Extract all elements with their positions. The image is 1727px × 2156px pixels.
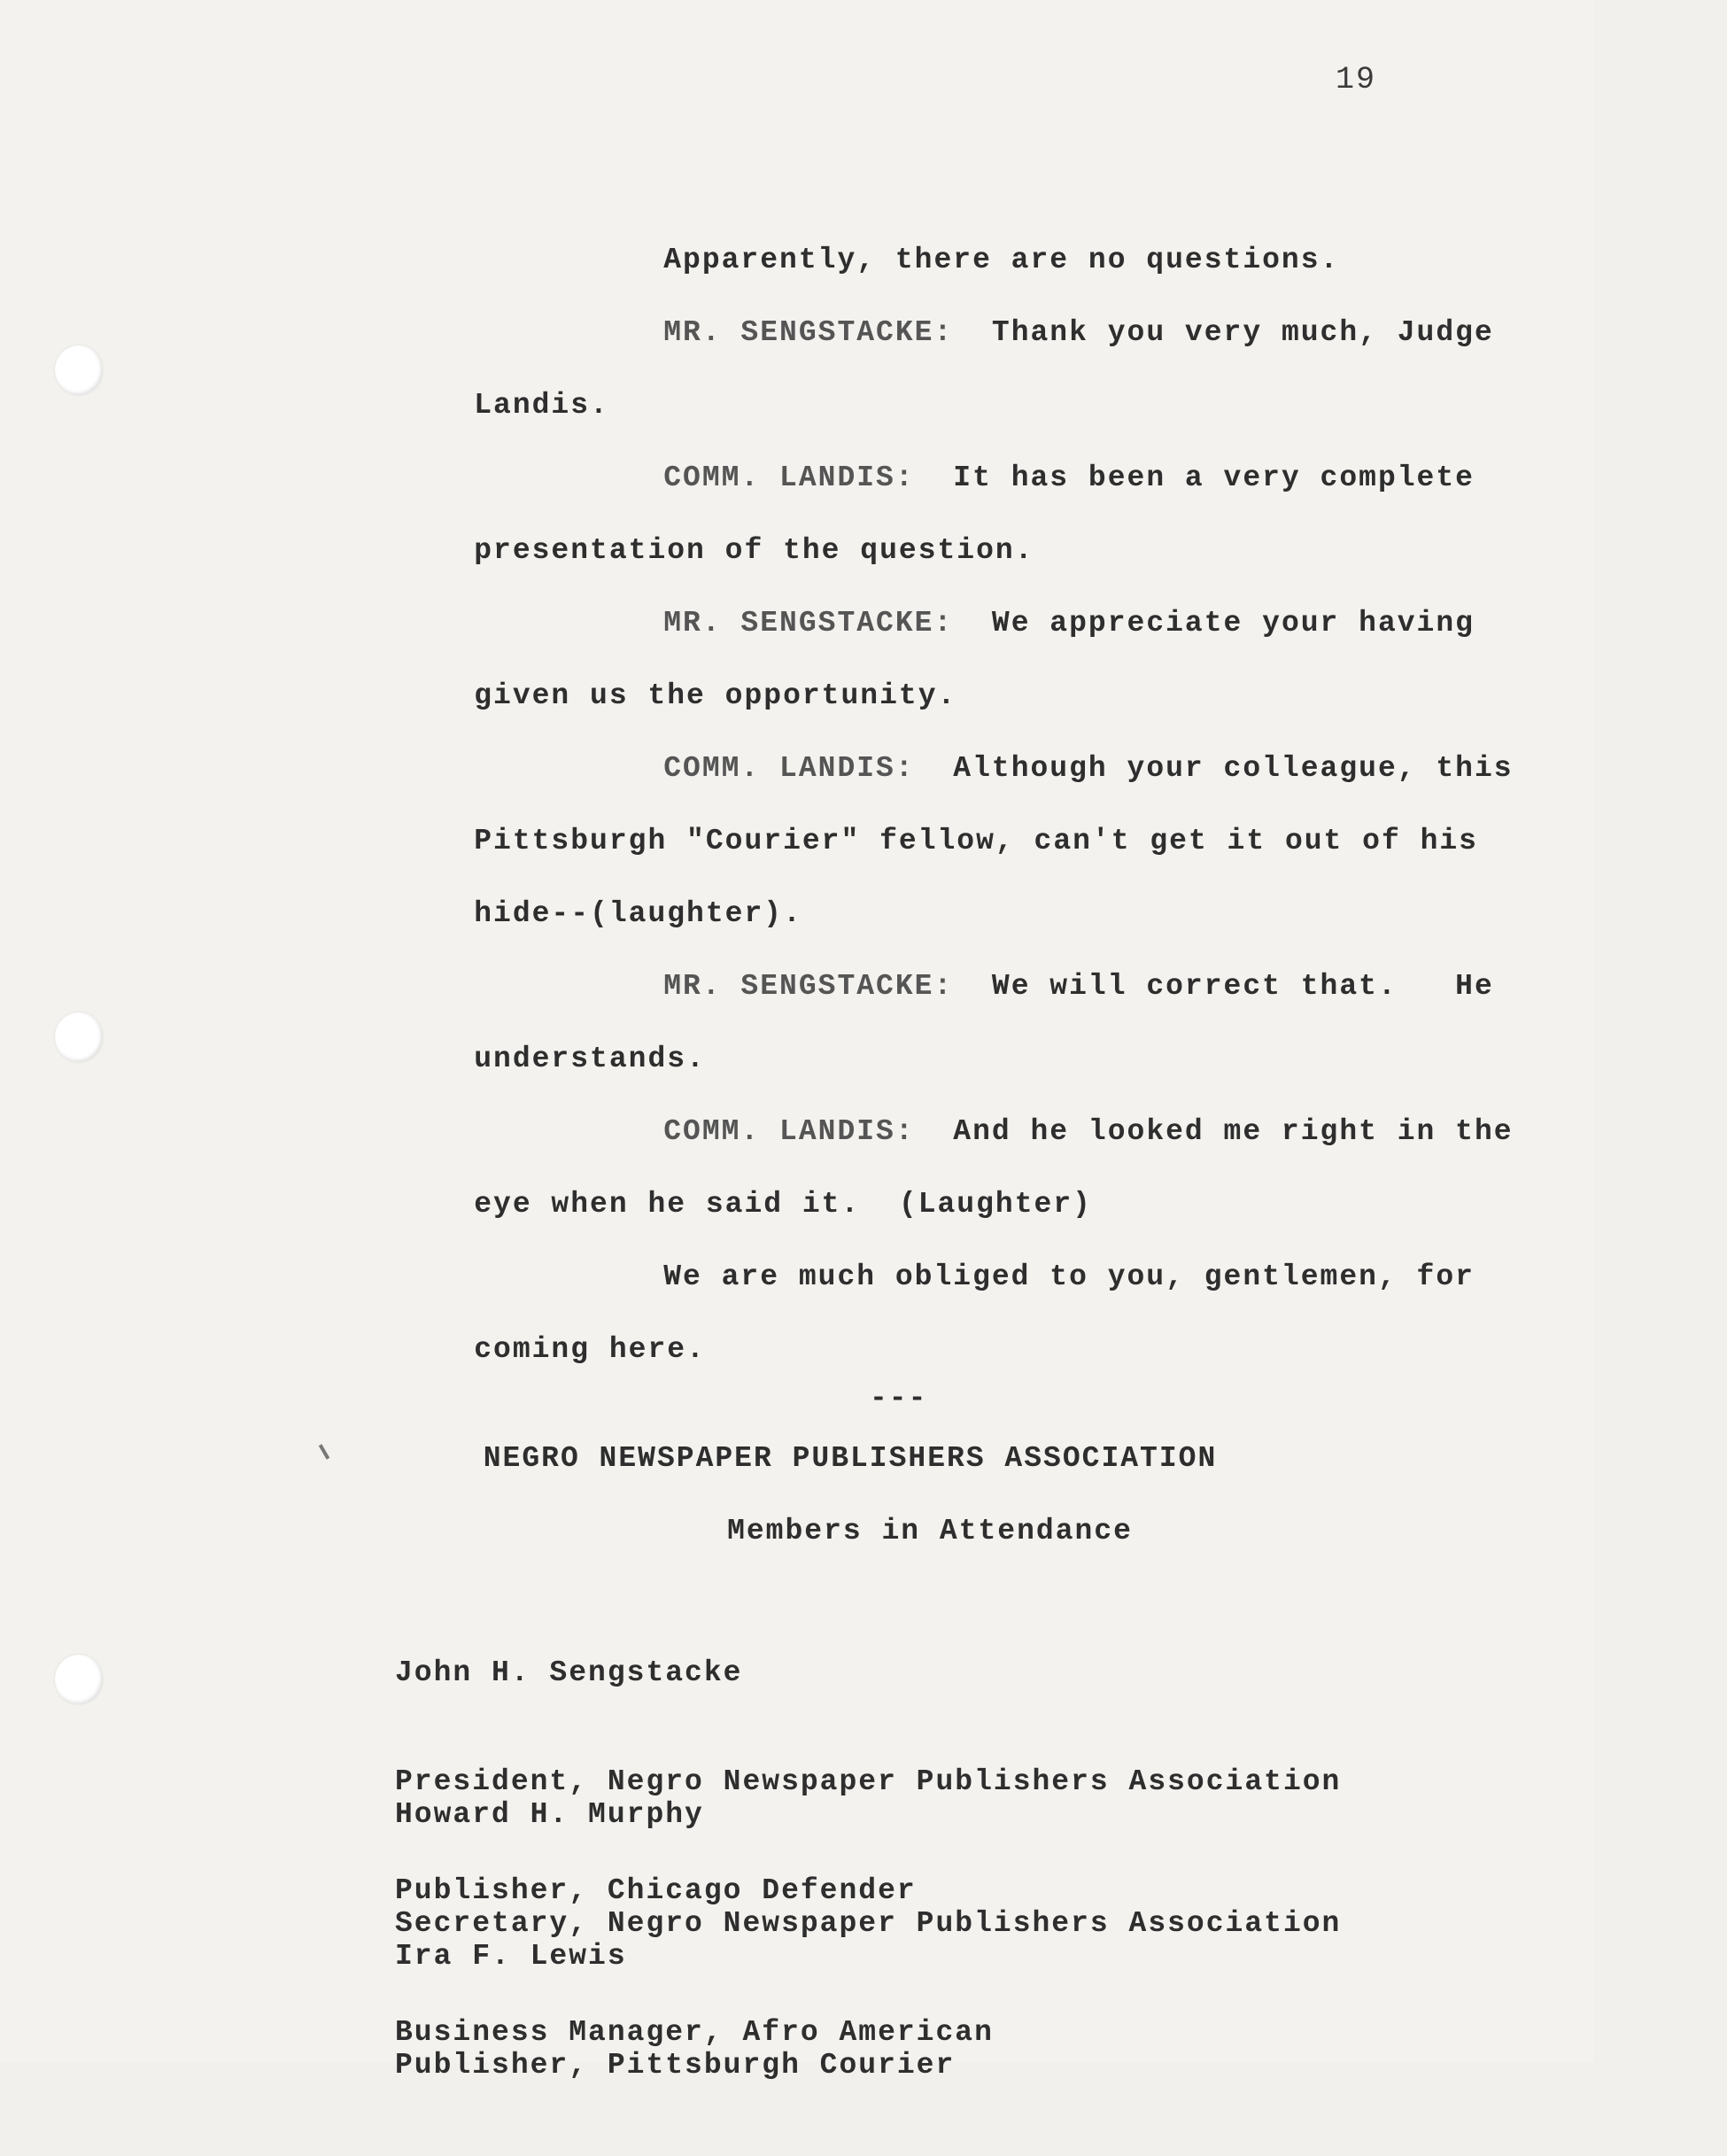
member-role: Publisher, Chicago Defender (395, 1874, 917, 1907)
member-name: John H. Sengstacke (395, 1656, 743, 1689)
dialogue-text: Although your colleague, this (953, 752, 1514, 785)
member-role: Publisher, Pittsburgh Courier (395, 2049, 956, 2082)
dialogue-line (586, 942, 1494, 1030)
member-name: Howard H. Murphy (395, 1798, 704, 1831)
punch-hole (55, 345, 103, 395)
dialogue-line (586, 1233, 1475, 1321)
members-heading: Members in Attendance (727, 1515, 1133, 1547)
dialogue-text: eye when he said it. (Laughter) (474, 1188, 1092, 1221)
dialogue-line (586, 289, 1494, 376)
page-number: 19 (1336, 62, 1377, 97)
dialogue-text: Landis. (474, 389, 609, 422)
speaker-label: MR. SENGSTACKE: (663, 316, 954, 349)
dialogue-line (397, 1306, 706, 1393)
dialogue-line (397, 361, 609, 449)
dialogue-text: Thank you very much, Judge (991, 316, 1494, 349)
dialogue-text: We appreciate your having (991, 607, 1475, 640)
member-entry (395, 1865, 955, 2156)
dialogue-text: Pittsburgh "Courier" fellow, can't get it out of his (474, 825, 1478, 857)
dialogue-text: We will correct that. He (991, 970, 1494, 1003)
punch-hole (55, 1012, 103, 1062)
dialogue-text: And he looked me right in the (953, 1115, 1514, 1148)
dialogue-text: given us the opportunity. (474, 679, 957, 712)
association-title: NEGRO NEWSPAPER PUBLISHERS ASSOCIATION (483, 1442, 1218, 1475)
member-role: Secretary, Negro Newspaper Publishers Association (395, 1907, 1342, 1940)
dialogue-text: understands. (474, 1043, 706, 1075)
dialogue-text: coming here. (474, 1333, 706, 1366)
member-name: Ira F. Lewis (395, 1940, 627, 1973)
speaker-label: MR. SENGSTACKE: (663, 970, 954, 1003)
speaker-label: MR. SENGSTACKE: (663, 607, 954, 640)
dialogue-text: presentation of the question. (474, 534, 1034, 567)
section-separator: --- (870, 1382, 928, 1415)
speaker-label: COMM. LANDIS: (663, 461, 915, 494)
dialogue-text: hide--(laughter). (474, 897, 802, 930)
dialogue-text: Apparently, there are no questions. (663, 244, 1340, 276)
punch-hole (55, 1655, 103, 1704)
member-role: President, Negro Newspaper Publishers Association (395, 1765, 1342, 1798)
speaker-label: COMM. LANDIS: (663, 752, 915, 785)
member-role: Business Manager, Afro American (395, 2016, 994, 2049)
speaker-label: COMM. LANDIS: (663, 1115, 915, 1148)
dialogue-text: It has been a very complete (953, 461, 1475, 494)
dialogue-text: We are much obliged to you, gentlemen, for (663, 1260, 1475, 1293)
